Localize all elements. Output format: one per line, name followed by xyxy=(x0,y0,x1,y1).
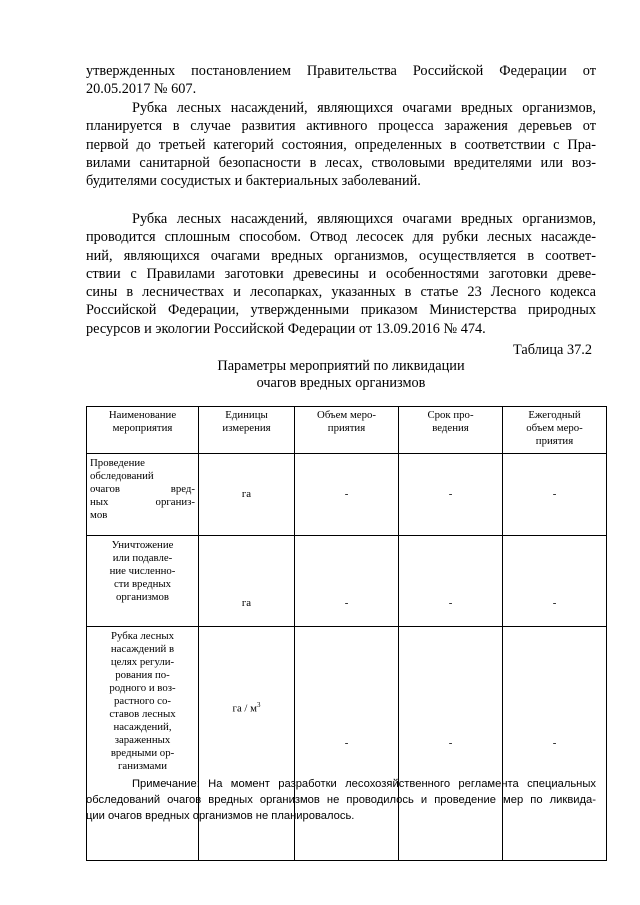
row-unit: га / $м^3$ xyxy=(199,627,295,861)
header-annual-volume: Ежегодный объем меро- приятия xyxy=(503,407,607,454)
table-label: Таблица 37.2 xyxy=(512,342,592,358)
table-row xyxy=(87,627,607,861)
header-term: Срок про- ведения xyxy=(399,407,503,454)
header-volume: Объем меро- приятия xyxy=(295,407,399,454)
paragraph-line: будителями сосудистых и бактериальных заболеваний. xyxy=(86,173,421,190)
paragraph-line: утвержденных постановлением Правительства Российской Федерации от xyxy=(86,63,596,79)
row-annual: - xyxy=(503,627,607,861)
note-line: Примечание: На момент разработки лесохозяйственного регламента специальных xyxy=(132,778,596,790)
paragraph-line: проводится сплошным способом. Отвод лесосек для рубки лесных насажде- xyxy=(86,229,596,246)
header-units: Единицы измерения xyxy=(199,407,295,454)
paragraph-line: планируется в случае развития активного процесса заражения деревьев от xyxy=(86,118,596,135)
paragraph-felling-method xyxy=(86,210,596,338)
paragraph-line: сины в лесничествах и лесопарках, указанных в статье 23 Лесного кодекса xyxy=(86,284,596,301)
table-title-line: очагов вредных организмов xyxy=(256,375,426,391)
row-activity-name: Проведение обследований очагов вред- ных организ- мов xyxy=(87,454,199,536)
table-header-row xyxy=(87,407,607,454)
row-annual: - xyxy=(503,536,607,627)
header-activity-name: Наименование мероприятия xyxy=(87,407,199,454)
row-term: - xyxy=(399,536,503,627)
note-line: ции очагов вредных организмов не планировалось. xyxy=(86,810,355,822)
note-line: обследований очагов вредных организмов не проводилось и проведение мер по ликвида- xyxy=(86,794,596,806)
table-note xyxy=(86,776,596,824)
paragraph-line: Рубка лесных насаждений, являющихся очагами вредных организмов, xyxy=(132,211,596,227)
paragraph-felling-plan xyxy=(86,99,596,190)
paragraph-intro xyxy=(86,62,596,99)
row-volume: - xyxy=(295,536,399,627)
table-title xyxy=(86,358,596,392)
row-term: - xyxy=(399,627,503,861)
table-row xyxy=(87,454,607,536)
paragraph-line: ствии с Правилами заготовки древесины и особенностями заготовки древе- xyxy=(86,265,596,282)
paragraph-line: ресурсов и экологии Российской Федерации от 13.09.2016 № 474. xyxy=(86,320,486,337)
row-term: - xyxy=(399,454,503,536)
row-annual: - xyxy=(503,454,607,536)
row-unit: га xyxy=(199,454,295,536)
paragraph-line: Рубка лесных насаждений, являющихся очагами вредных организмов, xyxy=(132,100,596,116)
row-volume: - xyxy=(295,454,399,536)
paragraph-line: 20.05.2017 № 607. xyxy=(86,81,197,98)
paragraph-line: вилами санитарной безопасности в лесах, стволовыми вредителями или воз- xyxy=(86,154,596,171)
row-unit: га xyxy=(199,536,295,627)
row-activity-name: Рубка лесных насаждений в целях регули- рования по- родного и воз- растного со- ставов лесных насаждений, зараженных вредными ор- ганизмами xyxy=(87,627,199,861)
paragraph-line: ний, являющихся очагами вредных организмов, осуществляется в соответ- xyxy=(86,247,596,264)
paragraph-line: первой до третьей категорий состояния, определенных в соответствии с Пра- xyxy=(86,136,596,153)
row-activity-name: Уничтожение или подавле- ние численно- сти вредных организмов xyxy=(87,536,199,627)
table-row xyxy=(87,536,607,627)
table-title-line: Параметры мероприятий по ликвидации xyxy=(217,358,465,374)
paragraph-line: Российской Федерации, утвержденными приказом Министерства природных xyxy=(86,302,596,319)
row-volume: - xyxy=(295,627,399,861)
